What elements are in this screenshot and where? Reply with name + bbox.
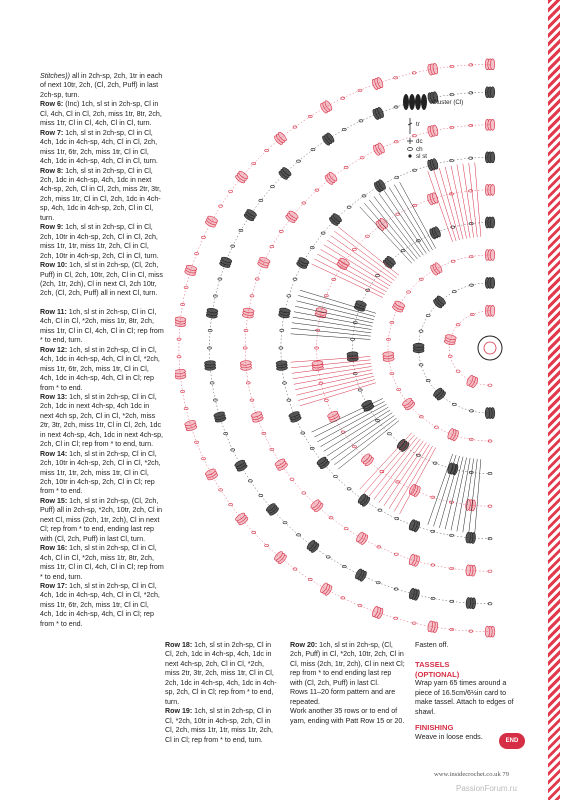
treble-symbol — [475, 163, 481, 237]
row-label: Row 16: — [40, 544, 68, 553]
chain-symbol — [229, 190, 233, 192]
row-text: 1ch, sl st in 2ch-sp, Cl in Cl, 2ch, 1dc in next 4ch-sp, 4ch 1dc in next 4ch sp, 2ch, Cl in Cl, *2ch, miss 2tr, 3tr, 2ch, miss 1tr, Cl in Cl, 2ch, 1dc in next 4ch-sp, 4ch, 1dc in next 4ch-sp, 2ch, Cl in Cl; rep from * to end, turn. — [40, 392, 164, 449]
chain-symbol — [394, 617, 398, 619]
chain-symbol — [341, 597, 345, 599]
treble-symbol — [394, 185, 432, 250]
cluster-symbol — [490, 250, 494, 261]
chain-symbol — [333, 475, 337, 477]
treble-symbol — [327, 240, 392, 283]
treble-symbol — [469, 163, 477, 237]
row-text: 1ch, sl st in 2ch-sp, Cl in Cl, 4ch, Cl in Cl, *2ch, miss 1tr, 8tr, 2ch, miss 1tr, Cl in Cl, 4ch, Cl in Cl; rep from * to end, turn. — [40, 544, 164, 581]
chain-symbol — [426, 314, 430, 316]
treble-symbol — [439, 168, 459, 240]
row-text: 1ch, sl st in 2ch-sp, Cl in Cl, *2ch, 10tr in 4ch-sp, 2ch, Cl in Cl, 2ch, miss 1tr, 1tr, miss 1tr, 2ch, Cl in Cl; rep from * to end, turn. — [165, 707, 274, 744]
continue-note: Work another 35 rows or to end of yarn, ending with Patt Row 15 or 20. — [290, 707, 405, 725]
chain-symbol — [280, 329, 284, 331]
pattern-column-1 — [40, 72, 164, 629]
chain-symbol — [387, 432, 391, 434]
row-arc — [419, 283, 490, 413]
row-text: 1ch, sl st in 2ch-sp, Cl in Cl, 2ch, 1dc in 4ch-sp, 4ch, 1dc in next 4ch-sp, 2ch, Cl in Cl, *2ch, miss 2tr, 3tr, 2ch, miss 1tr, Cl in Cl, 2ch, 1dc in 4ch-sp, 4ch, 1dc in 4ch-sp, 2ch, Cl in Cl; rep from * to end, turn. — [165, 641, 277, 706]
row-text: 1ch, sl st in 2ch-sp, (Cl, 2ch, Puff) in Cl, *2ch, 10tr, 2ch, Cl in Cl, miss (2ch, 1tr, 2ch), Cl in next Cl; rep from * to end ending last rep with (Cl, 2ch, Puff) in last Cl. — [290, 641, 405, 687]
chain-symbol — [419, 364, 423, 366]
row-label: Row 19: — [165, 707, 193, 716]
chain-symbol — [231, 449, 235, 451]
chain-symbol — [412, 72, 416, 74]
chain-symbol — [488, 384, 492, 386]
legend-dc-label: dc — [416, 138, 423, 145]
chain-symbol — [287, 295, 291, 297]
cluster-symbol — [490, 152, 494, 163]
treble-symbol — [298, 380, 375, 401]
legend-ch-label: ch — [416, 146, 423, 153]
chain-symbol — [202, 236, 206, 238]
cluster-symbol — [490, 305, 494, 316]
row-label: Row 7: — [40, 128, 64, 137]
chain-symbol — [431, 530, 435, 532]
cluster-symbol — [485, 408, 489, 419]
row-text: 1ch, sl st in 2ch-sp, Cl in Cl, 4ch, 1dc in 4ch-sp, 4ch, Cl in Cl, *2ch, miss 1tr, 6tr, 2ch, miss 1tr, Cl in Cl, 4ch, 1dc in 4ch-sp, 4ch, Cl in Cl; rep from * to end. — [40, 582, 160, 628]
chain-symbol — [341, 431, 345, 433]
row-arc — [388, 255, 490, 441]
treble-symbol — [400, 182, 436, 248]
chain-symbol — [279, 347, 283, 349]
chain-symbol — [302, 492, 306, 494]
chain-symbol — [250, 295, 254, 297]
treble-symbol — [469, 459, 477, 533]
chain-symbol — [347, 206, 351, 208]
chain-symbol — [470, 410, 474, 412]
chain-symbol — [252, 531, 256, 533]
treble-symbol — [314, 401, 384, 437]
end-badge: END — [499, 733, 525, 749]
chain-symbol — [451, 260, 455, 262]
row-label: Row 13: — [40, 392, 68, 401]
chain-symbol — [219, 205, 223, 207]
treble-symbol — [317, 254, 386, 292]
cluster-symbol — [490, 277, 494, 288]
chain-symbol — [259, 494, 263, 496]
treble-symbol — [389, 187, 429, 251]
row-label: Row 18: — [165, 641, 193, 649]
chain-symbol — [394, 553, 398, 555]
row-text: (Inc) 1ch, sl st in 2ch-sp, Cl in Cl, 4ch, Cl in Cl, 2ch, miss 1tr, 8tr, 2ch, miss 1tr, Cl in Cl, 4ch, Cl in Cl, turn. — [40, 100, 162, 128]
chain-symbol — [456, 370, 460, 372]
treble-symbol — [400, 448, 436, 514]
row-label: Row 14: — [40, 449, 68, 458]
row-arc — [245, 125, 490, 571]
treble-symbol — [297, 376, 374, 395]
row-text: 1ch, sl st in 2ch-sp, Cl in Cl, 4ch, 1dc in 4ch-sp, 4ch, Cl in Cl, 2ch, miss 1tr, 6tr, 2ch, miss 1tr, Cl in Cl, 4ch, 1dc in 4ch-sp, 4ch, Cl in Cl, turn. — [40, 128, 158, 166]
legend-slst-label: sl st — [416, 153, 428, 160]
row-label: Row 10: — [40, 261, 68, 270]
row-text: 1ch, sl st in 2ch-sp, Cl in Cl, 4ch, Cl in Cl, *2ch, miss 1tr, 8tr, 2ch, miss 1tr, Cl in Cl, 4ch, Cl in Cl; rep from * to end, turn. — [40, 307, 164, 345]
row-label: Row 6: — [40, 100, 64, 109]
chain-symbol — [332, 278, 336, 280]
chain-symbol — [293, 278, 297, 280]
row-arc — [281, 157, 490, 538]
chain-symbol — [270, 245, 274, 247]
chain-symbol — [324, 399, 328, 401]
lead-rest: all in 2ch-sp, 2ch, 1tr in each of next 10tr, 2ch, (Cl, 2ch, Puff) in last 2ch-sp, turn. — [40, 72, 163, 99]
treble-symbol — [312, 264, 383, 298]
row-label: Row 8: — [40, 166, 64, 175]
fasten-off-text: Fasten off. — [415, 641, 449, 649]
chain-symbol — [270, 185, 274, 187]
chain-symbol — [287, 399, 291, 401]
chain-symbol — [358, 604, 362, 606]
chain-symbol — [395, 517, 399, 519]
row-text: 1ch, sl st in 2ch-sp, Cl in Cl, 4ch, 1dc in 4ch-sp, 4ch, Cl in Cl, *2ch, miss 1tr, 6tr, 2ch, miss 1tr, Cl in Cl, 4ch, 1dc in 4ch-sp, 4ch, Cl in Cl; rep from * to end. — [40, 345, 160, 392]
treble-symbol — [291, 328, 371, 336]
tassels-heading: TASSELS — [415, 660, 450, 670]
treble-symbol — [434, 455, 457, 526]
cluster-symbol — [490, 119, 494, 130]
pattern-column-4 — [415, 641, 525, 742]
treble-symbol — [312, 398, 383, 432]
row-text: 1ch, sl st in 2ch-sp, (Cl, 2ch, Puff) in Cl, 2ch, 10tr, 2ch, Cl in Cl, miss (2ch, 1tr, 2ch), Cl in next Cl, 2ch 10tr, 2ch, (Cl, 2ch, Puff) all in next Cl, turn. — [40, 261, 163, 298]
treble-symbol — [291, 360, 371, 368]
chain-symbol — [352, 248, 356, 250]
chain-symbol — [248, 480, 252, 482]
finishing-text: Weave in loose ends. — [415, 732, 483, 741]
row-label: Row 15: — [40, 496, 68, 505]
chain-symbol — [431, 564, 435, 566]
row-label: Row 12: — [40, 345, 68, 354]
cluster-symbol — [490, 87, 494, 98]
cluster-symbol — [466, 597, 471, 608]
row-label: Row 20: — [290, 641, 318, 649]
legend-cluster-label: Cluster (Cl) — [432, 99, 464, 106]
treble-symbol — [475, 459, 481, 533]
treble-symbol — [394, 446, 432, 511]
chain-symbol — [259, 199, 263, 201]
chain-symbol — [290, 478, 294, 480]
page-footer: www.insidecrochet.co.uk 79 — [434, 771, 510, 778]
row-text: 1ch, sl st in 2ch-sp, Cl in Cl, 2ch, 1dc in 4ch-sp, 4ch, 1dc in next 4ch-sp, 2ch, Cl in Cl, 2ch, miss 2tr, 3tr, 2ch, miss 1tr, Cl in Cl, 2ch, 1dc in 4ch-sp, 4ch, 1dc in 4ch-sp, 2ch, Cl in Cl, turn. — [40, 166, 162, 222]
chain-symbol — [412, 169, 416, 171]
row-label: Row 9: — [40, 223, 64, 232]
pattern-column-2 — [165, 641, 280, 745]
legend-tr-label: tr — [416, 121, 420, 128]
row-text: 1ch, sl st in 2ch-sp, Cl in Cl, 2ch, 10tr in 4ch-sp, 2ch, Cl in Cl, *2ch, miss 1tr, 1tr, 2ch, miss 1tr, Cl in Cl, 2ch, 10tr in 4ch-sp, 2ch, Cl in Cl; rep from * to end. — [40, 449, 161, 496]
row-label: Row 17: — [40, 582, 68, 591]
decorative-stripe — [548, 0, 560, 800]
chain-symbol — [347, 488, 351, 490]
row-arc — [210, 92, 491, 604]
chain-symbol — [265, 544, 269, 546]
chain-symbol — [376, 274, 380, 276]
chain-symbol — [448, 355, 452, 357]
stitch-legend — [396, 90, 476, 165]
chain-symbol — [395, 176, 399, 178]
tassels-text: Wrap yarn 65 times around a piece of 16.5cm/6½in card to make tassel. Attach to edges of shawl. — [415, 679, 514, 716]
treble-symbol — [389, 444, 429, 508]
chain-symbol — [195, 253, 199, 255]
cluster-symbol — [490, 217, 494, 228]
finishing-heading: FINISHING — [415, 723, 454, 733]
chain-symbol — [279, 230, 283, 232]
chain-symbol — [255, 278, 259, 280]
treble-symbol — [291, 334, 371, 340]
cluster-symbol — [490, 59, 494, 70]
treble-symbol — [451, 166, 467, 239]
tassels-subheading: (OPTIONAL) — [415, 669, 460, 679]
repeat-note: Rows 11–20 form pattern and are repeated. — [290, 688, 396, 706]
row-label: Row 11: — [40, 307, 67, 316]
cluster-symbol — [490, 184, 494, 195]
lead-text: Stitches)) — [40, 72, 70, 80]
chain-symbol — [419, 330, 423, 332]
row-text: 1ch, sl st in 2ch-sp, Cl in Cl, 2ch, 10tr in 4ch-sp, 2ch, Cl in Cl, 2ch, miss 1tr, 1tr, miss 1tr, 2ch, Cl in Cl, 2ch, 10tr in 4ch-sp, 2ch, Cl in Cl, turn. — [40, 223, 159, 260]
watermark: PassionForum.ru — [456, 784, 517, 793]
treble-symbol — [338, 227, 399, 275]
pattern-column-3 — [290, 641, 405, 726]
row-text: 1ch, sl st in 2ch-sp, (Cl, 2ch, Puff) all in 2ch-sp, *2ch, 10tr, 2ch, Cl in next Cl, miss (2ch, 1tr, 2ch), Cl in next Cl; rep from * to end, ending last rep with (Cl, 2ch, Puff) in last Cl, turn. — [40, 496, 163, 543]
treble-symbol — [317, 404, 386, 442]
